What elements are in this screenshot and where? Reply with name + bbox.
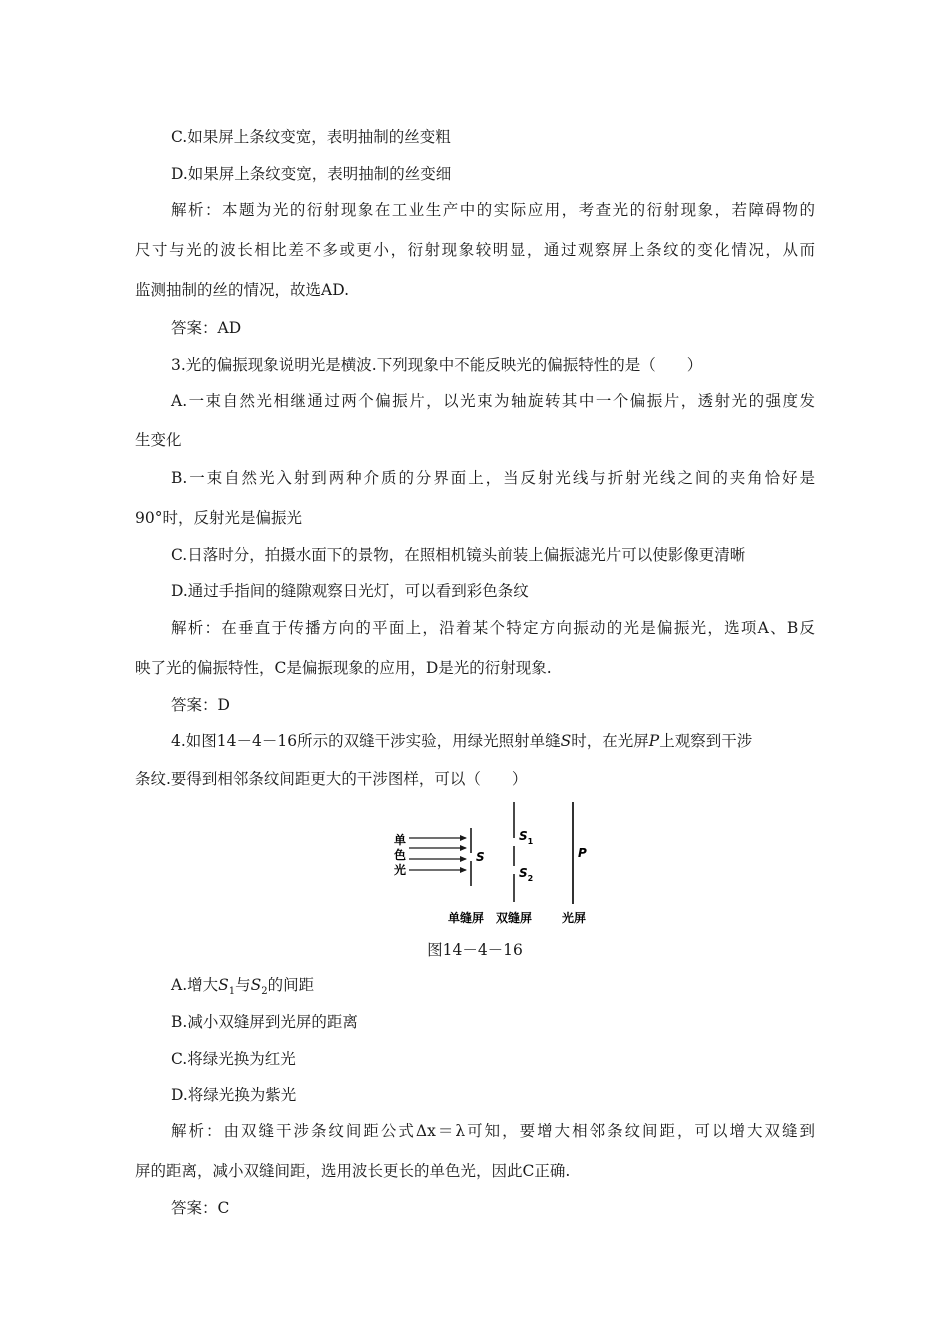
figure-caption: 图14－4－16 (427, 941, 523, 959)
double-slit-diagram (380, 800, 610, 930)
q4-option-d: D.将绿光换为紫光 (171, 1086, 297, 1104)
q3-option-c: C.日落时分，拍摄水面下的景物，在照相机镜头前装上偏振滤光片可以使影像更清晰 (171, 546, 746, 564)
label-s1: $S_1$ (519, 829, 534, 846)
label-light-screen: 光屏 (562, 911, 587, 925)
q4-option-a-mid: 与 (235, 976, 251, 994)
source-char-2: 色 (394, 848, 407, 862)
q4-option-a-post: 的间距 (267, 976, 315, 994)
q4-option-c: C.将绿光换为红光 (171, 1050, 296, 1068)
double-slit-figure (380, 800, 610, 930)
q4-analysis-line-1: 解析：由双缝干涉条纹间距公式Δx＝λ可知，要增大相邻条纹间距，可以增大双缝到 (171, 1122, 815, 1140)
q4-stem-line-2: 条纹.要得到相邻条纹间距更大的干涉图样，可以（ ） (135, 770, 528, 788)
label-s: S (476, 850, 485, 864)
q3-answer: 答案：D (171, 696, 230, 714)
q4-stem-var-p: P (648, 732, 660, 750)
label-double-slit-screen: 双缝屏 (496, 911, 533, 925)
source-char-1: 单 (394, 833, 407, 847)
q4-stem-var-s: S (560, 732, 572, 750)
q3-analysis-line-1: 解析：在垂直于传播方向的平面上，沿着某个特定方向振动的光是偏振光，选项A、B反 (171, 619, 815, 637)
q4-option-a (171, 975, 815, 1002)
source-char-3: 光 (394, 863, 407, 877)
q3-option-a-line-1: A.一束自然光相继通过两个偏振片，以光束为轴旋转其中一个偏振片，透射光的强度发 (171, 392, 815, 410)
q3-stem: 3.光的偏振现象说明光是横波.下列现象中不能反映光的偏振特性的是（ ） (171, 356, 703, 374)
label-s2: $S_2$ (519, 866, 534, 883)
q4-option-a-s1-sub: 1 (228, 986, 236, 998)
q2-option-d: D.如果屏上条纹变宽，表明抽制的丝变细 (171, 165, 452, 183)
label-p: P (578, 846, 587, 860)
q4-option-a-s1: S (218, 976, 229, 994)
q4-stem-part-b: 时，在光屏 (571, 732, 649, 750)
q2-analysis-line-2: 尺寸与光的波长相比差不多或更小，衍射现象较明显，通过观察屏上条纹的变化情况，从而 (135, 241, 815, 259)
q4-analysis-line-2: 屏的距离，减小双缝间距，选用波长更长的单色光，因此C正确. (135, 1162, 571, 1180)
q4-stem-part-c: 上观察到干涉 (659, 732, 753, 750)
q4-option-b: B.减小双缝屏到光屏的距离 (171, 1013, 358, 1031)
q4-stem-part-a: 4.如图14－4－16所示的双缝干涉实验，用绿光照射单缝 (171, 732, 561, 750)
label-single-slit-screen: 单缝屏 (448, 911, 485, 925)
q4-option-a-s2-sub: 2 (261, 986, 268, 998)
q4-answer: 答案：C (171, 1199, 230, 1217)
q2-option-c: C.如果屏上条纹变宽，表明抽制的丝变粗 (171, 128, 451, 146)
q3-option-b-line-2: 90°时，反射光是偏振光 (135, 509, 302, 527)
q4-stem-line-1 (171, 731, 815, 751)
q2-analysis-line-3: 监测抽制的丝的情况，故选AD. (135, 281, 349, 299)
q4-option-a-s2: S (250, 976, 262, 994)
q3-option-b-line-1: B.一束自然光入射到两种介质的分界面上，当反射光线与折射光线之间的夹角恰好是 (171, 469, 815, 487)
q3-option-a-line-2: 生变化 (135, 431, 182, 449)
q3-option-d: D.通过手指间的缝隙观察日光灯，可以看到彩色条纹 (171, 582, 529, 600)
q3-analysis-line-2: 映了光的偏振特性，C是偏振现象的应用，D是光的衍射现象. (135, 659, 552, 677)
q2-answer: 答案：AD (171, 319, 242, 337)
q2-analysis-line-1: 解析：本题为光的衍射现象在工业生产中的实际应用，考查光的衍射现象，若障碍物的 (171, 201, 815, 219)
q4-option-a-pre: A.增大 (171, 976, 219, 994)
